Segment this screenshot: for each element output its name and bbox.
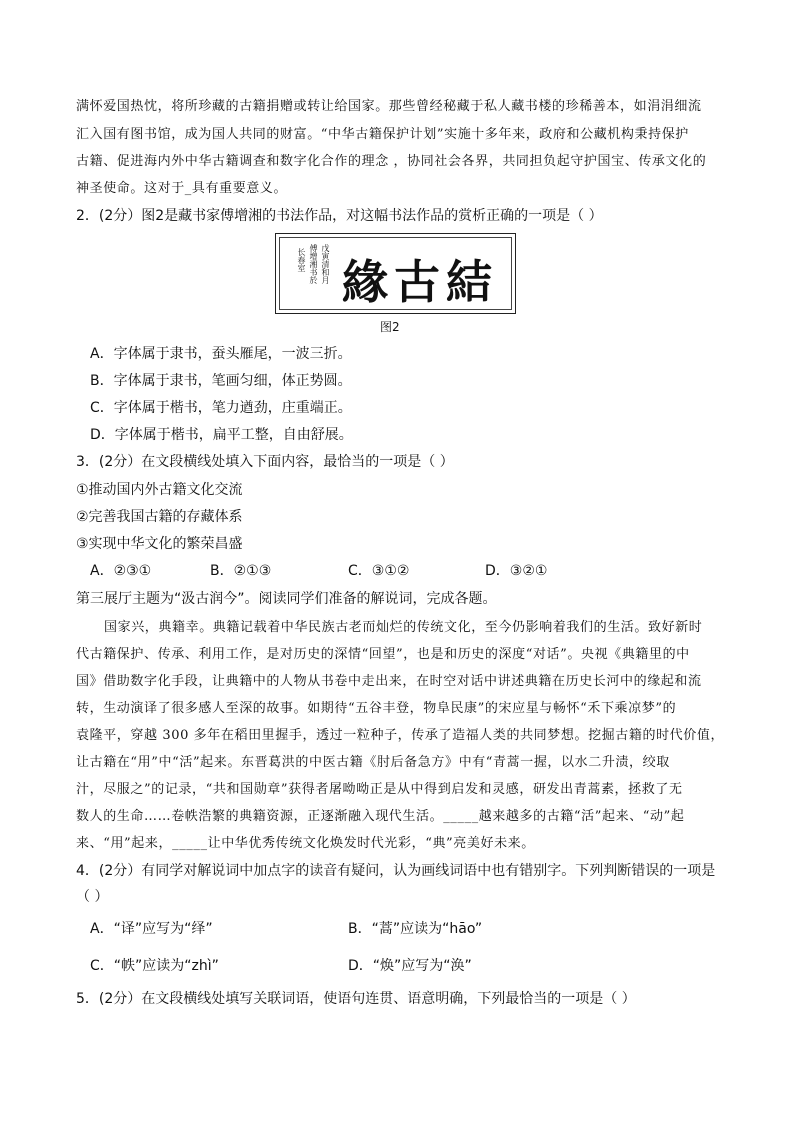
question-4-option-c[interactable]: C．“帙”应读为“zhì” [90, 958, 219, 974]
question-3-option-d[interactable]: D．③②① [485, 563, 548, 579]
question-4-option-d[interactable]: D．“焕”应写为“涣” [348, 958, 472, 974]
artwork-inscription: 傅增湘书於 [309, 244, 318, 284]
passage-2-line: 来、“用”起来，_____让中华优秀传统文化焕发时代光彩，“典”亮美好未来。 [76, 836, 535, 851]
question-3-option-a[interactable]: A．②③① [90, 563, 152, 579]
question-3-option-b[interactable]: B．②①③ [210, 563, 272, 579]
question-2-option-b[interactable]: B．字体属于隶书，笔画匀细，体正势圆。 [90, 373, 352, 389]
question-3-item: ③实现中华文化的繁荣昌盛 [76, 536, 243, 552]
question-3-option-c[interactable]: C．③①② [348, 563, 410, 579]
artwork-inscription: 长春室 [297, 248, 306, 272]
passage-2-line: 代古籍保护、传承、利用工作，是对历史的深情“回望”，也是和历史的深度“对话”。央视《典籍里的中 [76, 647, 690, 662]
question-2-option-d[interactable]: D．字体属于楷书，扁平工整，自由舒展。 [90, 427, 353, 443]
question-2-stem: 2．(2分）图2是藏书家傅增湘的书法作品，对这幅书法作品的赏析正确的一项是（ ） [76, 208, 603, 224]
question-2-option-a[interactable]: A．字体属于隶书，蚕头雁尾，一波三折。 [90, 346, 352, 362]
question-3-item: ②完善我国古籍的存藏体系 [76, 509, 243, 525]
artwork-inscription: 戊寅清和月 [321, 244, 330, 284]
passage-1-line: 古籍、促进海内外中华古籍调查和数字化合作的理念 ，协同社会各界，共同担负起守护国宝、传承文化的 [76, 154, 707, 169]
calligraphy-artwork [275, 233, 516, 314]
passage-2-line: 袁隆平，穿越 300 多年在稻田里握手，透过一粒种子，传承了造福人类的共同梦想。挖掘古籍的时代价值， [76, 728, 725, 743]
question-3-stem: 3．(2分）在文段横线处填入下面内容，最恰当的一项是（ ） [76, 454, 454, 470]
question-2-option-c[interactable]: C．字体属于楷书，笔力遒劲，庄重端正。 [90, 400, 352, 416]
passage-2-line: 国家兴，典籍幸。典籍记载着中华民族古老而灿烂的传统文化，至今仍影响着我们的生活。致好新时 [104, 620, 703, 635]
passage-2-line: 数人的生命……卷帙浩繁的典籍资源，正逐渐融入现代生活。_____越来越多的古籍“活”起来、“动”起 [76, 809, 685, 824]
hall-3-intro: 第三展厅主题为“汲古润今”。阅读同学们准备的解说词，完成各题。 [76, 591, 497, 607]
question-4-option-b[interactable]: B．“蒿”应读为“hāo” [348, 921, 483, 937]
figure-caption: 图2 [380, 320, 400, 334]
passage-1-line: 汇入国有图书馆，成为国人共同的财富。“中华古籍保护计划”实施十多年来，政府和公藏机构秉持保护 [76, 127, 689, 142]
artwork-main-characters: 結古緣 [342, 255, 498, 309]
passage-2-line: 让古籍在“用”中“活”起来。东晋葛洪的中医古籍《肘后备急方》中有“青蒿一握，以水二升渍，绞取 [76, 755, 670, 770]
passage-2-line: 汁，尽服之”的记录，“共和国勋章”获得者屠呦呦正是从中得到启发和灵感，研发出青蒿素，拯救了无 [76, 782, 683, 797]
passage-2-line: 国》借助数字化手段，让典籍中的人物从书卷中走出来，在时空对话中讲述典籍在历史长河中的缘起和流 [76, 674, 702, 689]
passage-2-line: 转，生动演译了很多感人至深的故事。如期待“五谷丰登，物阜民康”的宋应星与畅怀“禾下乘凉梦”的 [76, 701, 677, 716]
question-4-stem: 4．(2分）有同学对解说词中加点字的读音有疑问，认为画线词语中也有错别字。下列判断错误的一项是 [76, 863, 716, 879]
question-3-item: ①推动国内外古籍文化交流 [76, 482, 243, 498]
passage-1-line: 满怀爱国热忱，将所珍藏的古籍捐赠或转让给国家。那些曾经秘藏于私人藏书楼的珍稀善本，如涓涓细流 [76, 99, 702, 114]
question-4-option-a[interactable]: A．“译”应写为“绎” [90, 921, 213, 937]
passage-1-line: 神圣使命。这对于_具有重要意义。 [76, 181, 288, 196]
question-5-stem: 5．(2分）在文段横线处填写关联词语，使语句连贯、语意明确，下列最恰当的一项是（ ） [76, 991, 636, 1007]
question-4-paren: （ ） [76, 889, 109, 905]
